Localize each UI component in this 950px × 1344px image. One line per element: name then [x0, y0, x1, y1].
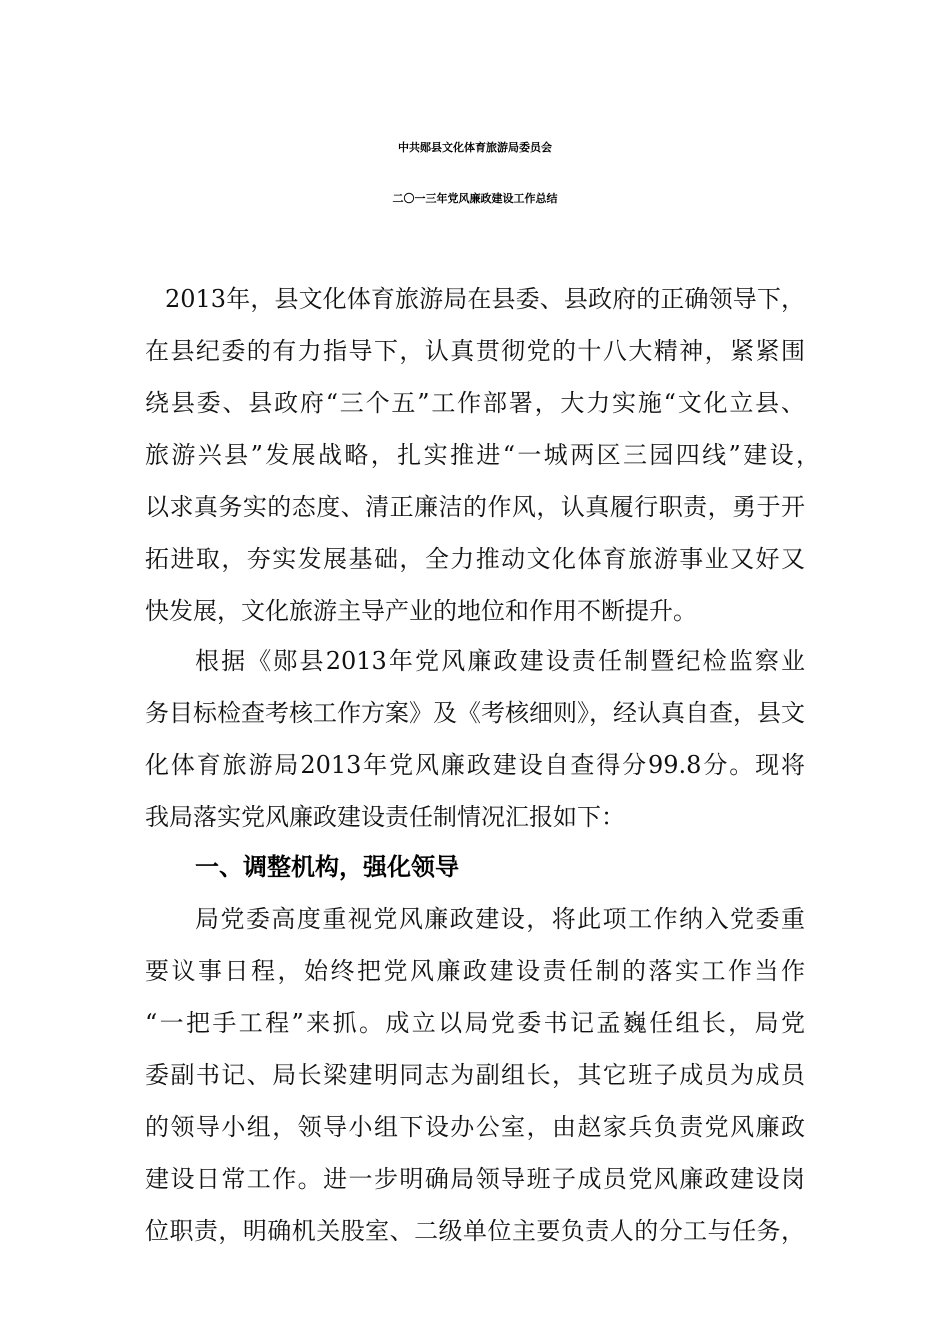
- paragraph-line: 绕县委、县政府“三个五”工作部署，大力实施“文化立县、: [145, 389, 805, 417]
- paragraph-line: 以求真务实的态度、清正廉洁的作风，认真履行职责，勇于开: [145, 493, 805, 521]
- paragraph-line: 的领导小组，领导小组下设办公室，由赵家兵负责党风廉政: [145, 1113, 805, 1141]
- paragraph-line: 快发展，文化旅游主导产业的地位和作用不断提升。: [145, 597, 697, 625]
- paragraph-line: 在县纪委的有力指导下，认真贯彻党的十八大精神，紧紧围: [145, 337, 805, 365]
- section-heading: 一、调整机构，强化领导: [195, 853, 459, 881]
- paragraph-line: 委副书记、局长梁建明同志为副组长，其它班子成员为成员: [145, 1061, 805, 1089]
- document-title-line-1: 中共郧县文化体育旅游局委员会: [398, 141, 552, 154]
- paragraph-line: 化体育旅游局2013年党风廉政建设自查得分99.8分。现将: [145, 751, 805, 779]
- paragraph-line: “一把手工程”来抓。成立以局党委书记孟巍任组长，局党: [145, 1009, 805, 1037]
- document-title-line-2: 二〇一三年党风廉政建设工作总结: [392, 192, 558, 205]
- paragraph-line: 旅游兴县”发展战略，扎实推进“一城两区三园四线”建设，: [145, 441, 820, 469]
- paragraph-line: 根据《郧县2013年党风廉政建设责任制暨纪检监察业: [195, 647, 805, 675]
- paragraph-line: 2013年，县文化体育旅游局在县委、县政府的正确领导下，: [165, 285, 805, 313]
- paragraph-line: 我局落实党风廉政建设责任制情况汇报如下：: [145, 803, 625, 831]
- paragraph-line: 要议事日程，始终把党风廉政建设责任制的落实工作当作: [145, 957, 805, 985]
- paragraph-line: 位职责，明确机关股室、二级单位主要负责人的分工与任务，: [145, 1217, 805, 1245]
- paragraph-line: 务目标检查考核工作方案》及《考核细则》，经认真自查，县文: [145, 699, 805, 727]
- paragraph-line: 局党委高度重视党风廉政建设，将此项工作纳入党委重: [195, 905, 805, 933]
- paragraph-line: 建设日常工作。进一步明确局领导班子成员党风廉政建设岗: [145, 1165, 805, 1193]
- paragraph-line: 拓进取，夯实发展基础，全力推动文化体育旅游事业又好又: [145, 545, 805, 573]
